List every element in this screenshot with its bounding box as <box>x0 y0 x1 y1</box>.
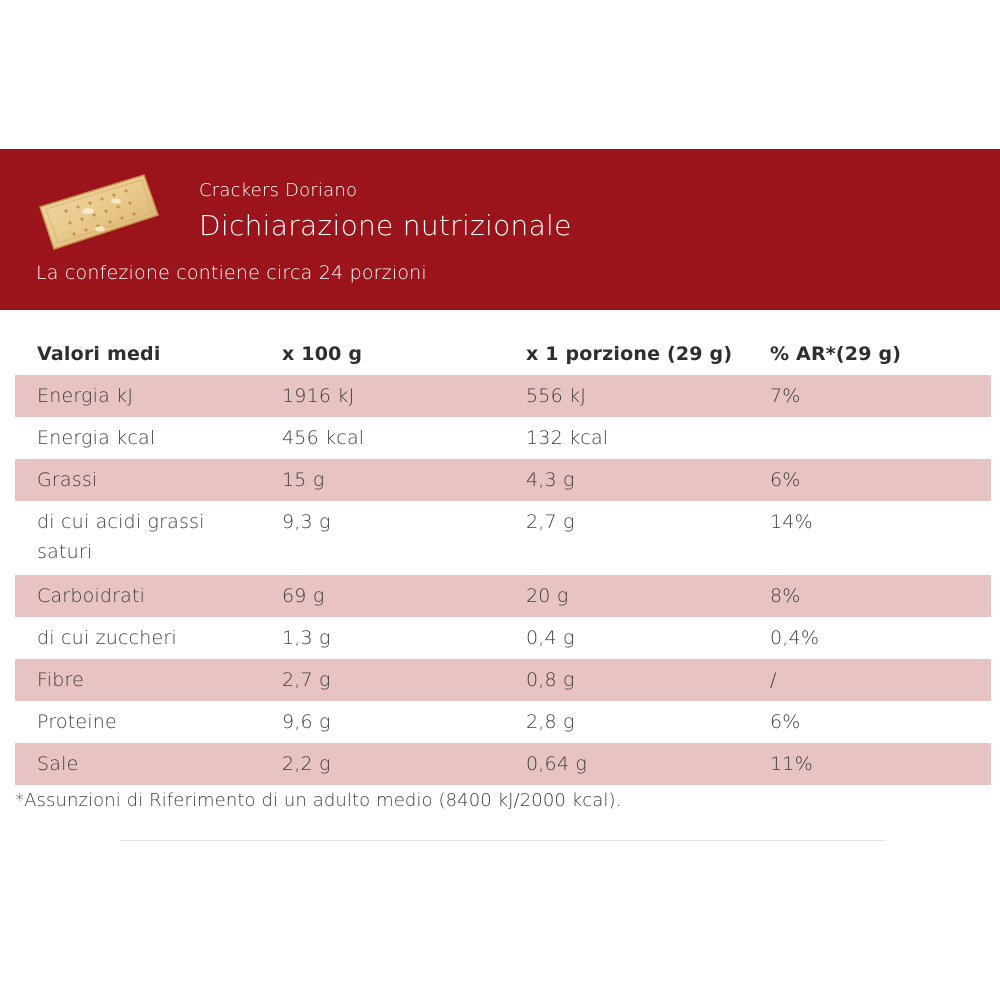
nutrient-name: Carboidrati <box>15 575 260 617</box>
footnote: *Assunzioni di Riferimento di un adulto medio (8400 kJ/2000 kcal). <box>15 790 622 811</box>
value-ar: 11% <box>748 743 991 785</box>
value-portion: 4,3 g <box>504 459 748 501</box>
column-header-ar: % AR*(29 g) <box>770 343 902 365</box>
value-ar: 6% <box>770 711 801 733</box>
value-portion: 556 kJ <box>504 375 748 417</box>
value-ar: 7% <box>748 375 991 417</box>
value-per100: 15 g <box>260 459 504 501</box>
nutrient-name: Proteine <box>37 711 117 733</box>
table-row <box>15 575 991 617</box>
value-ar: / <box>748 659 991 701</box>
value-portion: 0,64 g <box>504 743 748 785</box>
column-header-portion: x 1 porzione (29 g) <box>526 343 733 365</box>
column-header-per100: x 100 g <box>282 343 363 365</box>
table-row <box>15 743 991 785</box>
nutrient-name: Grassi <box>15 459 260 501</box>
page-title: Dichiarazione nutrizionale <box>199 209 572 242</box>
value-ar <box>748 417 991 459</box>
table-header-row <box>15 333 991 375</box>
table-row <box>15 701 991 743</box>
value-per100: 456 kcal <box>282 427 365 449</box>
table-row <box>15 501 991 575</box>
table-row <box>15 375 991 417</box>
nutrient-name: Fibre <box>15 659 260 701</box>
nutrient-name: Energia kJ <box>15 375 260 417</box>
value-portion: 20 g <box>504 575 748 617</box>
value-per100: 9,6 g <box>282 711 331 733</box>
value-portion: 0,4 g <box>526 627 575 649</box>
value-portion: 0,8 g <box>504 659 748 701</box>
value-portion: 2,7 g <box>526 511 575 533</box>
table-row <box>15 417 991 459</box>
value-portion: 132 kcal <box>526 427 609 449</box>
divider <box>120 840 886 841</box>
value-per100: 1,3 g <box>282 627 331 649</box>
value-per100: 9,3 g <box>282 511 331 533</box>
value-per100: 1916 kJ <box>260 375 504 417</box>
nutrition-table <box>15 333 991 785</box>
value-per100: 2,7 g <box>260 659 504 701</box>
table-row <box>15 617 991 659</box>
nutrient-name: di cui acidi grassi saturi <box>37 511 205 563</box>
value-ar: 6% <box>748 459 991 501</box>
nutrient-name: di cui zuccheri <box>37 627 177 649</box>
brand-name: Crackers Doriano <box>199 180 358 201</box>
table-row <box>15 659 991 701</box>
header-banner <box>0 149 1000 310</box>
servings-info: La confezione contiene circa 24 porzioni <box>36 262 427 284</box>
value-per100: 2,2 g <box>260 743 504 785</box>
value-ar: 0,4% <box>770 627 820 649</box>
value-ar: 14% <box>770 511 813 533</box>
value-portion: 2,8 g <box>526 711 575 733</box>
column-header-name: Valori medi <box>37 343 161 365</box>
nutrient-name: Sale <box>15 743 260 785</box>
value-ar: 8% <box>748 575 991 617</box>
cracker-icon <box>36 171 160 251</box>
value-per100: 69 g <box>260 575 504 617</box>
table-row <box>15 459 991 501</box>
nutrient-name: Energia kcal <box>37 427 156 449</box>
